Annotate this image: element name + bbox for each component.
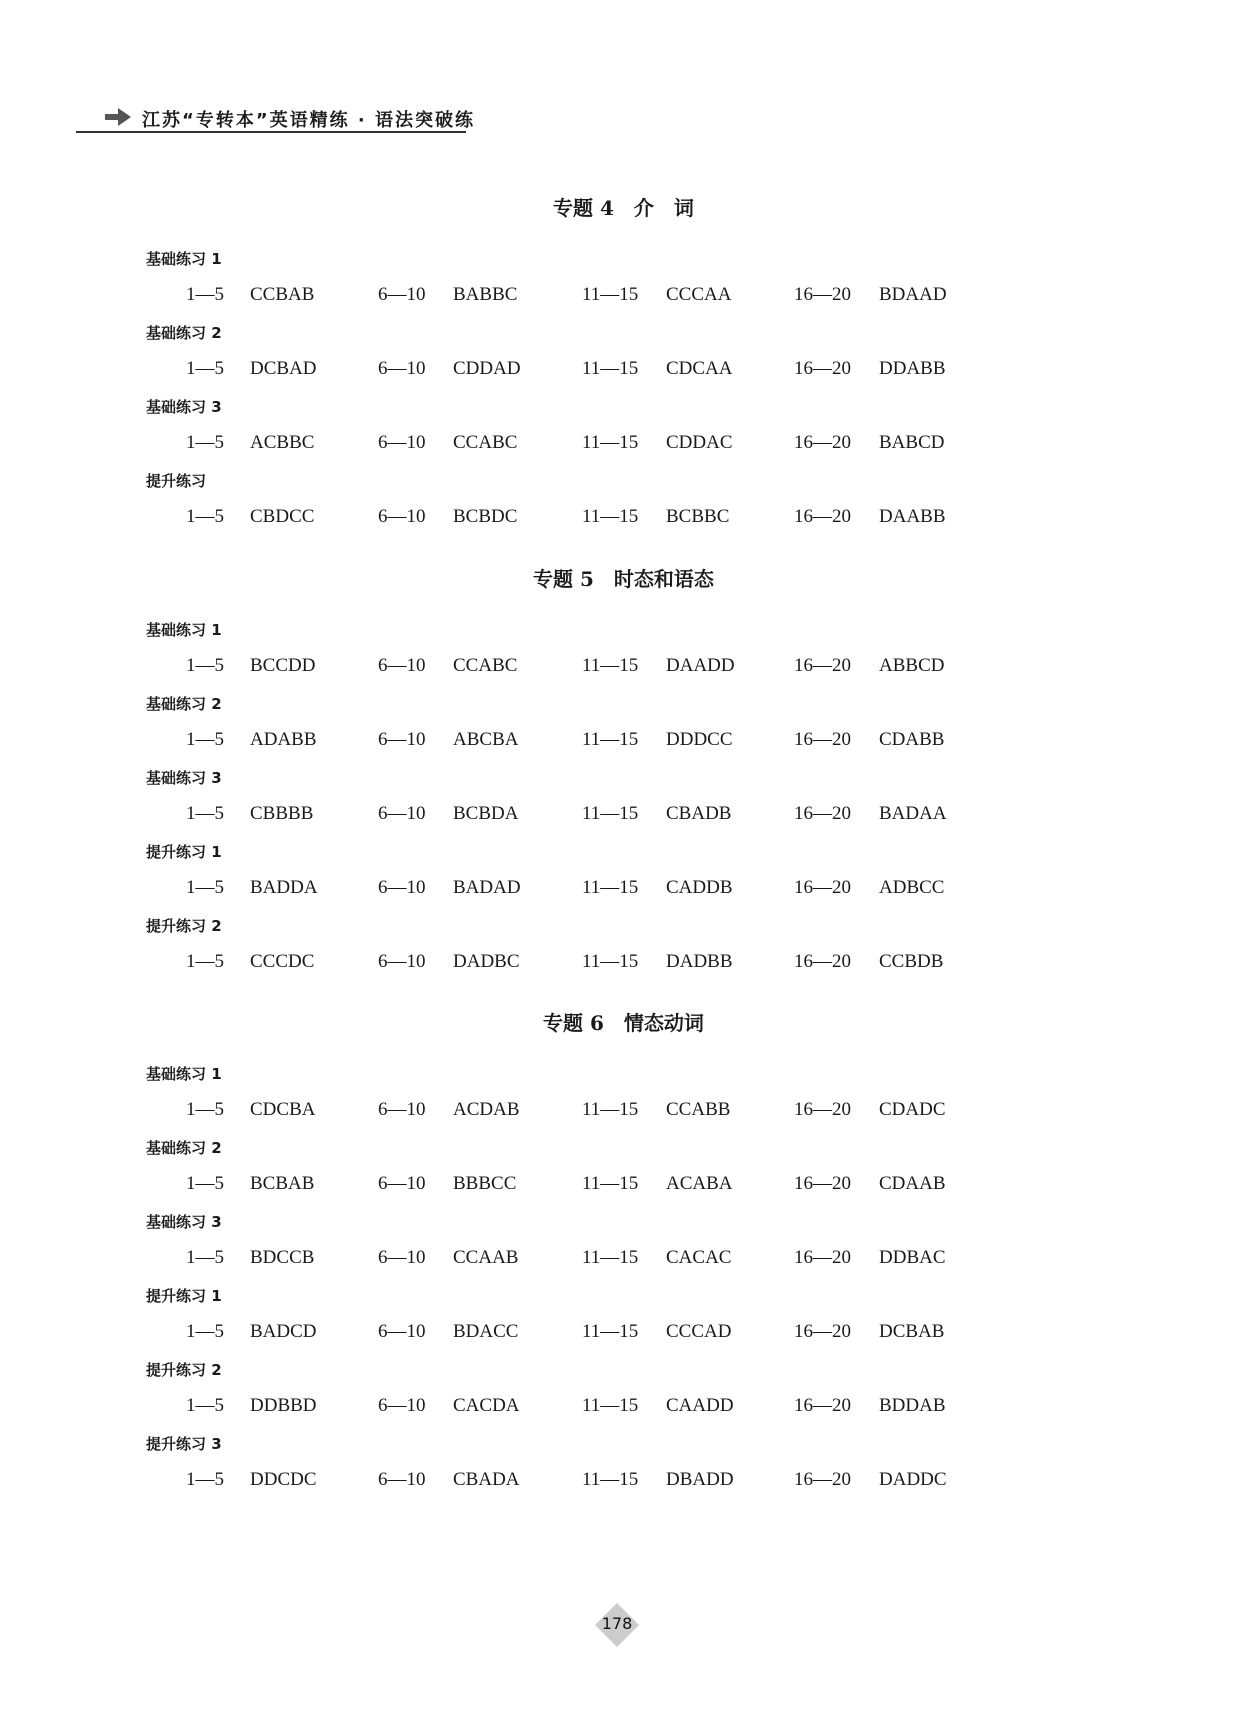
answer-row: [0, 951, 1247, 975]
answer-letters: ADABB: [250, 729, 317, 750]
section-title: 专题 5 时态和语态: [533, 567, 714, 591]
answer-letters: BADAA: [879, 803, 947, 824]
question-range: 1—5: [186, 655, 224, 676]
question-range: 1—5: [186, 1247, 224, 1268]
question-range: 11—15: [582, 1321, 639, 1342]
question-range: 1—5: [186, 1099, 224, 1120]
exercise-label: 提升练习 1: [146, 1287, 222, 1305]
answer-letters: DDBAC: [879, 1247, 946, 1268]
answer-letters: BCBAB: [250, 1173, 315, 1194]
answer-row: [0, 1395, 1247, 1419]
question-range: 11—15: [582, 358, 639, 379]
answer-letters: CCBAB: [250, 284, 315, 305]
book-title: 江苏“专转本”英语精练 · 语法突破练: [142, 110, 476, 131]
running-header: [76, 104, 476, 134]
question-range: 1—5: [186, 1395, 224, 1416]
answer-letters: ADBCC: [879, 877, 945, 898]
answer-row: [0, 284, 1247, 308]
answer-row: [0, 1173, 1247, 1197]
answer-row: [0, 655, 1247, 679]
question-range: 6—10: [378, 1099, 426, 1120]
question-range: 16—20: [794, 1469, 851, 1490]
question-range: 6—10: [378, 358, 426, 379]
answer-letters: BABBC: [453, 284, 518, 305]
answer-letters: CACDA: [453, 1395, 520, 1416]
answer-letters: ABBCD: [879, 655, 945, 676]
question-range: 1—5: [186, 803, 224, 824]
exercise-label: 基础练习 1: [146, 1065, 222, 1083]
answer-letters: BBBCC: [453, 1173, 517, 1194]
question-range: 1—5: [186, 1321, 224, 1342]
answer-letters: ACDAB: [453, 1099, 520, 1120]
answer-letters: CBDCC: [250, 506, 315, 527]
question-range: 11—15: [582, 506, 639, 527]
answer-row: [0, 358, 1247, 382]
answer-letters: BADAD: [453, 877, 521, 898]
question-range: 11—15: [582, 951, 639, 972]
question-range: 6—10: [378, 803, 426, 824]
exercise-label: 基础练习 1: [146, 250, 222, 268]
page-number-badge: [594, 1602, 640, 1648]
answer-row: [0, 1321, 1247, 1345]
exercise-label: 基础练习 1: [146, 621, 222, 639]
exercise-label: 提升练习 2: [146, 1361, 222, 1379]
answer-letters: CDDAC: [666, 432, 733, 453]
answer-letters: BCBBC: [666, 506, 730, 527]
answer-row: [0, 1247, 1247, 1271]
question-range: 6—10: [378, 284, 426, 305]
answer-letters: CCCDC: [250, 951, 315, 972]
answer-letters: DDDCC: [666, 729, 733, 750]
exercise-label: 基础练习 2: [146, 695, 222, 713]
section-title: 专题 6 情态动词: [543, 1011, 704, 1035]
answer-letters: DDBBD: [250, 1395, 317, 1416]
question-range: 16—20: [794, 729, 851, 750]
answer-row: [0, 1469, 1247, 1493]
answer-letters: CCABC: [453, 432, 518, 453]
answer-letters: ACABA: [666, 1173, 733, 1194]
answer-letters: CDCBA: [250, 1099, 316, 1120]
exercise-label: 基础练习 3: [146, 769, 222, 787]
question-range: 6—10: [378, 1173, 426, 1194]
answer-letters: CCAAB: [453, 1247, 519, 1268]
answer-letters: BADDA: [250, 877, 318, 898]
answer-letters: ABCBA: [453, 729, 519, 750]
question-range: 11—15: [582, 1395, 639, 1416]
question-range: 11—15: [582, 432, 639, 453]
answer-letters: CBADA: [453, 1469, 520, 1490]
question-range: 16—20: [794, 1173, 851, 1194]
answer-letters: CACAC: [666, 1247, 732, 1268]
answer-letters: DDABB: [879, 358, 946, 379]
question-range: 6—10: [378, 655, 426, 676]
answer-letters: CCABB: [666, 1099, 731, 1120]
question-range: 16—20: [794, 506, 851, 527]
answer-letters: DAADD: [666, 655, 735, 676]
question-range: 1—5: [186, 951, 224, 972]
answer-letters: CDADC: [879, 1099, 946, 1120]
exercise-label: 基础练习 3: [146, 1213, 222, 1231]
answer-letters: BDACC: [453, 1321, 519, 1342]
question-range: 1—5: [186, 284, 224, 305]
answer-letters: CBBBB: [250, 803, 314, 824]
question-range: 6—10: [378, 1395, 426, 1416]
exercise-label: 提升练习 3: [146, 1435, 222, 1453]
question-range: 16—20: [794, 877, 851, 898]
exercise-label: 基础练习 2: [146, 1139, 222, 1157]
question-range: 1—5: [186, 1469, 224, 1490]
exercise-label: 提升练习: [146, 472, 207, 490]
question-range: 1—5: [186, 432, 224, 453]
question-range: 11—15: [582, 729, 639, 750]
answer-row: [0, 729, 1247, 753]
section-title: 专题 4 介 词: [553, 196, 694, 220]
answer-letters: DCBAB: [879, 1321, 945, 1342]
answer-letters: BADCD: [250, 1321, 317, 1342]
answer-letters: BDAAD: [879, 284, 947, 305]
answer-letters: BCBDC: [453, 506, 518, 527]
header-divider: [76, 131, 466, 133]
answer-letters: BDCCB: [250, 1247, 315, 1268]
question-range: 6—10: [378, 1469, 426, 1490]
answer-letters: CAADD: [666, 1395, 734, 1416]
answer-letters: CDABB: [879, 729, 945, 750]
answer-letters: CCBDB: [879, 951, 944, 972]
question-range: 16—20: [794, 358, 851, 379]
answer-letters: CCABC: [453, 655, 518, 676]
answer-letters: BCCDD: [250, 655, 316, 676]
answer-letters: CCCAD: [666, 1321, 732, 1342]
answer-letters: BCBDA: [453, 803, 519, 824]
exercise-label: 基础练习 3: [146, 398, 222, 416]
question-range: 11—15: [582, 1247, 639, 1268]
answer-letters: CBADB: [666, 803, 732, 824]
question-range: 16—20: [794, 1099, 851, 1120]
question-range: 6—10: [378, 432, 426, 453]
answer-letters: CCCAA: [666, 284, 732, 305]
question-range: 6—10: [378, 951, 426, 972]
answer-row: [0, 877, 1247, 901]
answer-letters: CDAAB: [879, 1173, 946, 1194]
question-range: 6—10: [378, 506, 426, 527]
question-range: 6—10: [378, 1321, 426, 1342]
exercise-label: 基础练习 2: [146, 324, 222, 342]
answer-letters: CDDAD: [453, 358, 521, 379]
exercise-label: 提升练习 2: [146, 917, 222, 935]
question-range: 16—20: [794, 951, 851, 972]
question-range: 11—15: [582, 877, 639, 898]
question-range: 16—20: [794, 1247, 851, 1268]
question-range: 11—15: [582, 803, 639, 824]
answer-letters: DADBC: [453, 951, 520, 972]
answer-row: [0, 1099, 1247, 1123]
question-range: 16—20: [794, 284, 851, 305]
question-range: 6—10: [378, 1247, 426, 1268]
page-number: 178: [601, 1614, 633, 1633]
question-range: 11—15: [582, 1469, 639, 1490]
answer-letters: DADBB: [666, 951, 733, 972]
answer-letters: BABCD: [879, 432, 945, 453]
answer-letters: DADDC: [879, 1469, 947, 1490]
question-range: 1—5: [186, 1173, 224, 1194]
question-range: 6—10: [378, 729, 426, 750]
question-range: 1—5: [186, 877, 224, 898]
question-range: 16—20: [794, 1395, 851, 1416]
answer-row: [0, 506, 1247, 530]
question-range: 11—15: [582, 284, 639, 305]
answer-letters: DCBAD: [250, 358, 317, 379]
answer-letters: DAABB: [879, 506, 946, 527]
question-range: 11—15: [582, 1099, 639, 1120]
answer-letters: DBADD: [666, 1469, 734, 1490]
question-range: 16—20: [794, 803, 851, 824]
question-range: 11—15: [582, 655, 639, 676]
question-range: 16—20: [794, 432, 851, 453]
answer-row: [0, 803, 1247, 827]
question-range: 1—5: [186, 506, 224, 527]
question-range: 11—15: [582, 1173, 639, 1194]
question-range: 16—20: [794, 655, 851, 676]
question-range: 16—20: [794, 1321, 851, 1342]
question-range: 6—10: [378, 877, 426, 898]
question-range: 1—5: [186, 729, 224, 750]
exercise-label: 提升练习 1: [146, 843, 222, 861]
answer-row: [0, 432, 1247, 456]
answer-letters: CDCAA: [666, 358, 733, 379]
arrow-right-icon: [105, 108, 131, 126]
question-range: 1—5: [186, 358, 224, 379]
answer-letters: BDDAB: [879, 1395, 946, 1416]
answer-letters: CADDB: [666, 877, 733, 898]
answer-letters: ACBBC: [250, 432, 315, 453]
answer-letters: DDCDC: [250, 1469, 317, 1490]
